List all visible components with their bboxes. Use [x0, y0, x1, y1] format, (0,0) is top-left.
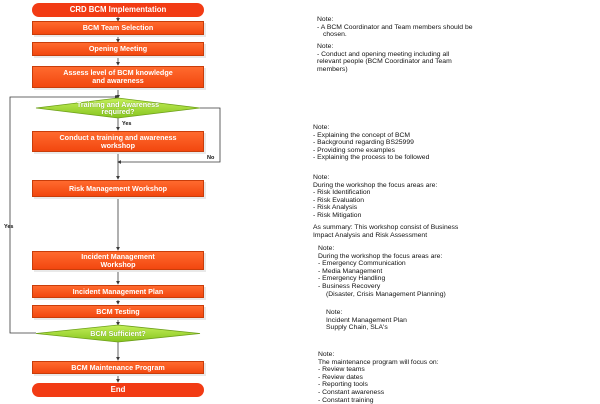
step-team-selection: BCM Team Selection	[32, 21, 204, 35]
start-title: CRD BCM Implementation	[32, 3, 204, 17]
note-line: - Emergency Communication	[318, 260, 406, 268]
note-line: - Conduct and opening meeting including all	[317, 50, 450, 58]
note-line: - Media Management	[318, 267, 383, 275]
note-incident-scope	[326, 291, 446, 299]
bcm-decision-label: BCM Sufficient?	[90, 328, 146, 338]
note-line: During the workshop the focus areas are:	[318, 252, 443, 260]
step-training-workshop: Conduct a training and awareness workshop	[32, 131, 204, 152]
note-line: - Explaining the process to be followed	[313, 154, 430, 162]
note-line: - Constant awareness	[318, 388, 385, 396]
training-decision-label: Training and Awareness required?	[76, 100, 160, 116]
note-line: During the workshop the focus areas are:	[313, 181, 438, 189]
note-title: Note:	[318, 245, 335, 252]
step-opening-meeting: Opening Meeting	[32, 42, 204, 56]
note-incident-plan	[326, 309, 407, 332]
note-maintenance	[318, 351, 439, 404]
note-line: (Disaster, Crisis Management Planning)	[326, 291, 446, 298]
note-line: - Risk Evaluation	[313, 196, 364, 204]
step-bcm-testing: BCM Testing	[32, 305, 204, 318]
step-risk-workshop: Risk Management Workshop	[32, 180, 204, 197]
note-line: As summary: This workshop consist of Business	[313, 224, 459, 231]
note-line: - Providing some examples	[313, 146, 395, 154]
note-line: - Explaining the concept of BCM	[313, 131, 411, 139]
note-opening-meeting	[317, 43, 452, 73]
note-line: - Review teams	[318, 366, 365, 374]
note-line: The maintenance program will focus on:	[318, 358, 439, 366]
note-title: Note:	[318, 351, 335, 358]
note-line: - Reporting tools	[318, 381, 368, 389]
note-incident-workshop	[318, 245, 442, 291]
note-line: - Risk Mitigation	[313, 211, 362, 219]
note-line: - Emergency Handling	[318, 275, 386, 283]
note-line: - Review dates	[318, 373, 363, 381]
step-incident-workshop: Incident Management Workshop	[32, 251, 204, 270]
yes-label-bcm: Yes	[4, 224, 14, 230]
step-incident-plan: Incident Management Plan	[32, 285, 204, 298]
note-line: - Risk Identification	[313, 189, 371, 197]
note-line: Impact Analysis and Risk Assessment	[313, 231, 428, 239]
note-risk-workshop	[313, 174, 437, 220]
note-line: - Risk Analysis	[313, 204, 358, 212]
note-line: chosen.	[323, 31, 347, 39]
note-line: Incident Management Plan	[326, 316, 407, 324]
note-line: members)	[317, 65, 348, 73]
note-team-selection	[317, 16, 473, 39]
yes-label-training: Yes	[122, 121, 132, 127]
no-label-training: No	[207, 155, 215, 161]
note-line: Supply Chain, SLA's	[326, 324, 388, 332]
note-line: - Background regarding BS25999	[313, 139, 414, 147]
note-training	[313, 124, 429, 162]
note-title: Note:	[313, 174, 330, 181]
note-line: - A BCM Coordinator and Team members should be	[317, 23, 473, 31]
step-assess-level: Assess level of BCM knowledge and awareness	[32, 66, 204, 88]
step-maintenance: BCM Maintenance Program	[32, 361, 204, 374]
note-title: Note:	[313, 124, 330, 131]
note-title: Note:	[317, 16, 334, 23]
note-title: Note:	[317, 43, 334, 50]
note-title: Note:	[326, 309, 343, 316]
end-terminal: End	[32, 383, 204, 397]
note-line: - Constant training	[318, 396, 374, 404]
note-risk-summary	[313, 224, 458, 239]
note-line: relevant people (BCM Coordinator and Team	[317, 58, 452, 66]
note-line: - Business Recovery	[318, 282, 381, 290]
